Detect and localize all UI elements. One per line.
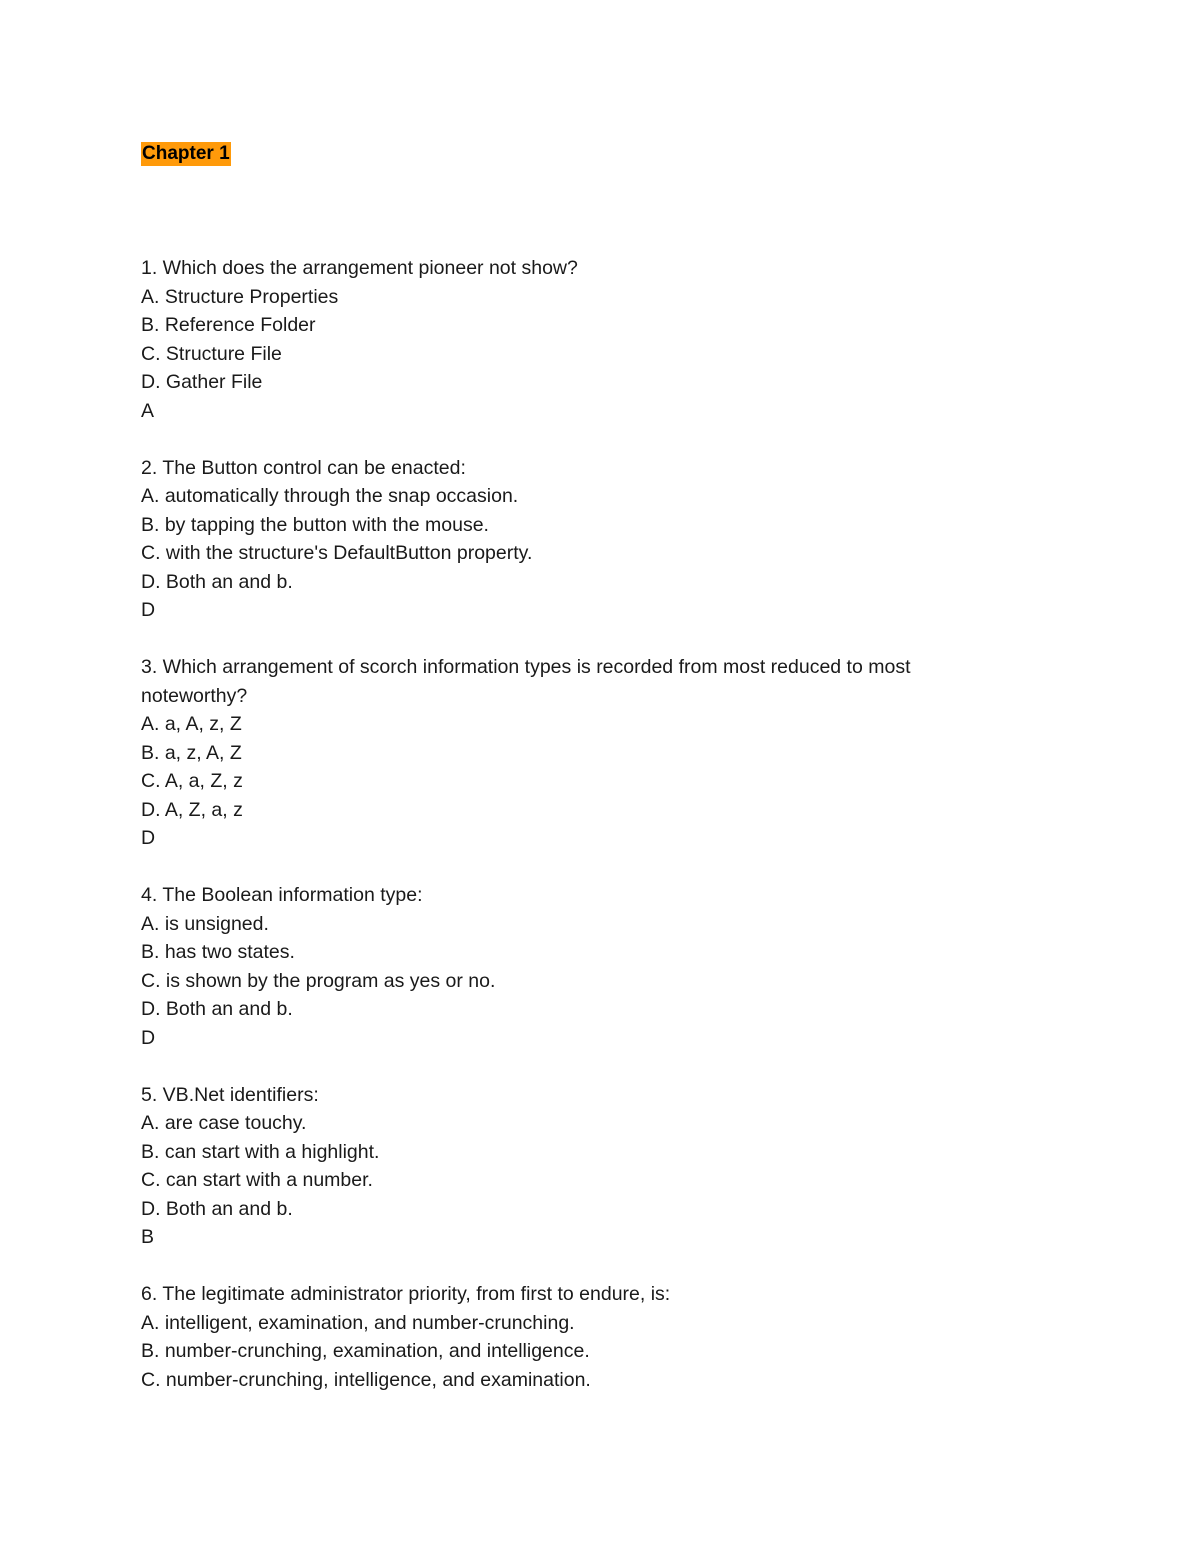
answer-option: C. number-crunching, intelligence, and examination. (141, 1368, 591, 1391)
question-item (141, 1081, 1021, 1252)
question-stem: 1. Which does the arrangement pioneer not show? (141, 257, 578, 279)
answer-option: C. is shown by the program as yes or no. (141, 969, 496, 992)
chapter-heading-highlight: Chapter 1 (142, 143, 230, 164)
answer-option: C. can start with a number. (141, 1169, 373, 1191)
answer-option: B. Reference Folder (141, 314, 316, 336)
correct-answer: B (141, 1226, 155, 1248)
question-stem: 4. The Boolean information type: (141, 884, 423, 906)
answer-option: B. by tapping the button with the mouse. (141, 513, 489, 536)
answer-option: A. intelligent, examination, and number-crunching. (141, 1311, 575, 1334)
answer-option: C. with the structure's DefaultButton property. (141, 542, 533, 564)
answer-option: A. automatically through the snap occasion. (141, 485, 519, 507)
answer-option: A. is unsigned. (141, 912, 269, 935)
answer-option: D. Both an and b. (141, 1197, 293, 1220)
question-list (141, 254, 1021, 1423)
question-stem: 6. The legitimate administrator priority, from first to endure, is: (141, 1283, 671, 1305)
answer-option: D. Both an and b. (141, 998, 293, 1020)
answer-option: B. has two states. (141, 941, 295, 963)
answer-option: A. are case touchy. (141, 1112, 307, 1134)
answer-option: C. A, a, Z, z (141, 770, 243, 792)
question-stem: 3. Which arrangement of scorch information types is recorded from most reduced to most noteworthy? (141, 656, 916, 707)
question-item (141, 653, 1021, 853)
chapter-heading (141, 141, 231, 167)
correct-answer: A (141, 399, 155, 422)
answer-option: B. number-crunching, examination, and intelligence. (141, 1340, 590, 1362)
answer-option: B. can start with a highlight. (141, 1140, 380, 1163)
correct-answer: D (141, 1026, 156, 1049)
answer-option: D. A, Z, a, z (141, 798, 243, 821)
question-stem: 2. The Button control can be enacted: (141, 456, 466, 479)
correct-answer: D (141, 827, 156, 849)
answer-option: B. a, z, A, Z (141, 741, 242, 764)
question-item (141, 454, 1021, 625)
answer-option: A. a, A, z, Z (141, 713, 242, 735)
answer-option: C. Structure File (141, 342, 282, 365)
answer-option: D. Gather File (141, 371, 263, 393)
question-item (141, 254, 1021, 425)
question-stem: 5. VB.Net identifiers: (141, 1083, 319, 1106)
answer-option: A. Structure Properties (141, 285, 339, 308)
correct-answer: D (141, 599, 156, 621)
answer-option: D. Both an and b. (141, 570, 293, 593)
question-item (141, 1280, 1021, 1394)
question-item (141, 881, 1021, 1052)
